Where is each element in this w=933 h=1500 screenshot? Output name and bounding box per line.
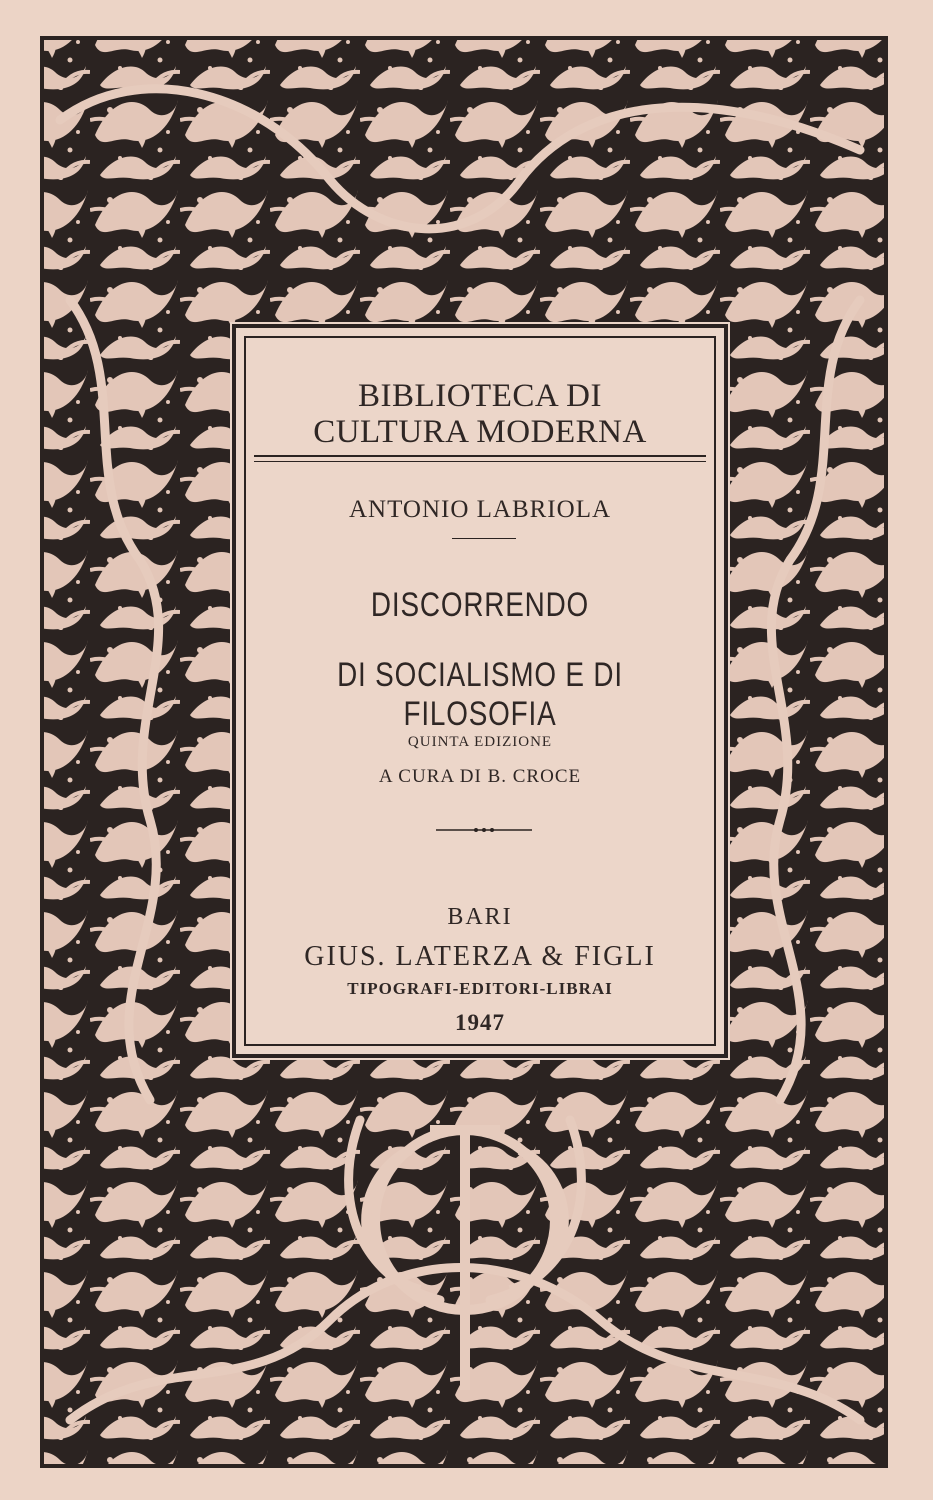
- edition-label: QUINTA EDIZIONE: [407, 734, 553, 750]
- ornamental-rule: [436, 826, 532, 834]
- book-title-line2: DI SOCIALISMO E DI FILOSOFIA: [337, 656, 623, 733]
- double-rule: [254, 455, 706, 462]
- publisher-trade: TIPOGRAFI-EDITORI-LIBRAI: [347, 979, 613, 998]
- title-panel: [232, 324, 728, 1058]
- author-name: ANTONIO LABRIOLA: [348, 496, 612, 523]
- publisher-city: BARI: [447, 904, 513, 930]
- title-panel-inner: [244, 336, 716, 1046]
- series-title: BIBLIOTECA DI CULTURA MODERNA: [313, 378, 647, 450]
- publication-year: 1947: [455, 1010, 505, 1035]
- short-rule: [452, 538, 516, 539]
- publisher-name: GIUS. LATERZA & FIGLI: [304, 941, 656, 972]
- curator-label: A CURA DI B. CROCE: [378, 766, 582, 787]
- book-title-line1: DISCORRENDO: [370, 586, 590, 624]
